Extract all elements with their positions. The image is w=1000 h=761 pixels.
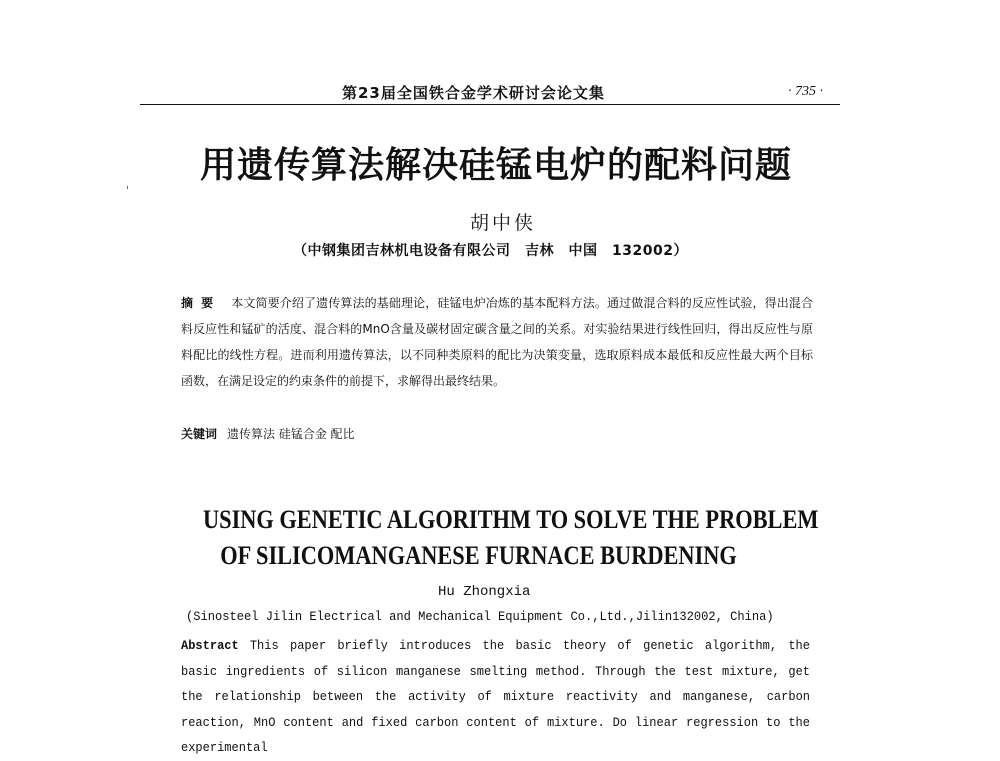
running-header [0,0,1000,110]
english-title [203,502,819,574]
english-abstract [181,633,810,761]
english-author: Hu Zhongxia [438,584,531,600]
proceedings-title: 第23届全国铁合金学术研讨会论文集 [342,84,605,102]
chinese-abstract [181,290,813,394]
english-abstract-text: This paper briefly introduces the basic theory of genetic algorithm, the basic ingredients of silicon manganese smelting method. Through the test mixture, get the relationship between the activity of mixture reactivity and manganese, carbon reaction, MnO content and fixed carbon content of mixture. Do linear regression to the experimental [181,638,811,755]
margin-mark [127,186,128,189]
english-abstract-label: Abstract [181,638,239,653]
chinese-keywords-text: 遗传算法 硅锰合金 配比 [227,427,355,441]
chinese-abstract-label: 摘要 [181,296,222,310]
header-rule [140,104,840,105]
english-title-line1: USING GENETIC ALGORITHM TO SOLVE THE PROBLEM [203,505,819,534]
chinese-title: 用遗传算法解决硅锰电炉的配料问题 [200,145,793,186]
page-number: · 735 · [788,84,823,99]
english-affiliation: (Sinosteel Jilin Electrical and Mechanical Equipment Co.,Ltd.,Jilin132002, China) [186,609,774,624]
chinese-keywords [181,425,355,442]
chinese-abstract-text: 本文简要介绍了遗传算法的基础理论，硅锰电炉冶炼的基本配料方法。通过做混合料的反应性试验，得出混合料反应性和锰矿的活度、混合料的MnO含量及碳材固定碳含量之间的关系。对实验结果进行线性回归，得出反应性与原料配比的线性方程。进而利用遗传算法，以不同种类原料的配比为决策变量，选取原料成本最低和反应性最大两个目标函数，在满足设定的约束条件的前提下，求解得出最终结果。 [181,296,813,388]
english-title-line2: OF SILICOMANGANESE FURNACE BURDENING [220,541,737,570]
chinese-keywords-label: 关键词 [181,427,218,441]
chinese-author: 胡中侠 [470,212,537,234]
chinese-affiliation: （中钢集团吉林机电设备有限公司 吉林 中国 132002） [293,243,688,259]
